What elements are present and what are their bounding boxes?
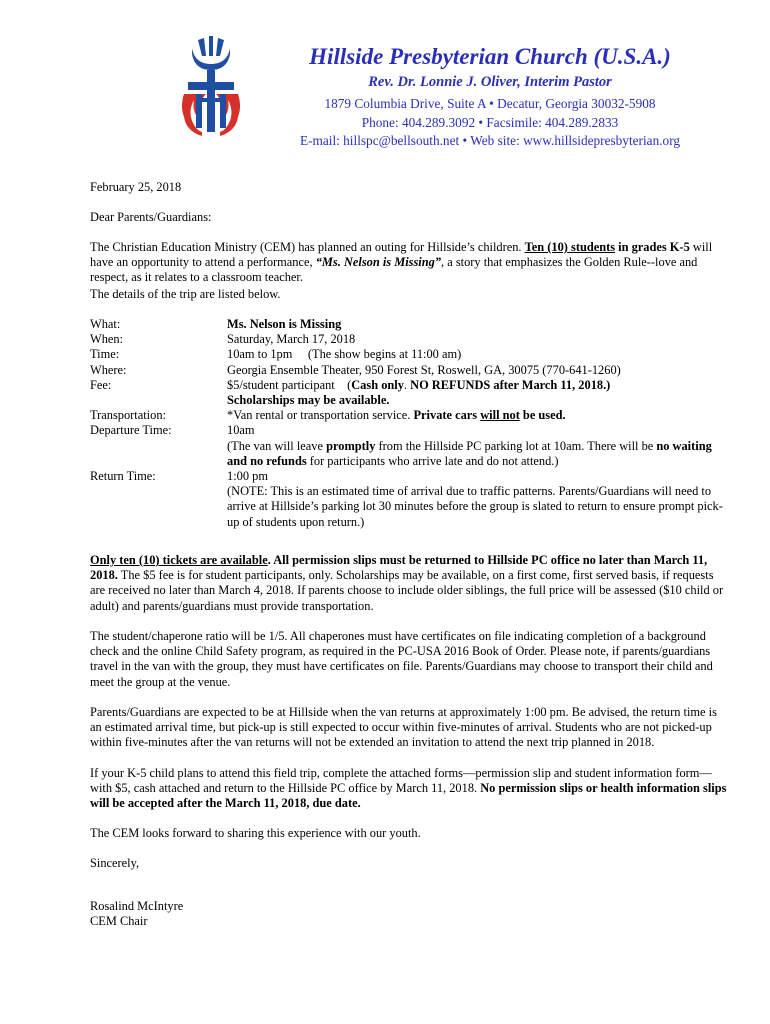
detail-row-where — [90, 363, 730, 378]
detail-row-departure — [90, 423, 730, 469]
detail-label: Fee: — [90, 377, 112, 392]
detail-row-return — [90, 469, 730, 530]
presbyterian-seal-icon — [180, 34, 242, 138]
letter-date: February 25, 2018 — [90, 180, 182, 194]
detail-label: Departure Time: — [90, 423, 172, 438]
church-address: 1879 Columbia Drive, Suite A • Decatur, Georgia 30032-5908 — [324, 96, 656, 111]
detail-label: When: — [90, 332, 124, 347]
forms-paragraph: If your K-5 child plans to attend this field trip, complete the attached forms—permission slip and student information form—with $5, cash attached and return to the Hillside PC office by March 11, 2018. No permission slips or health information slips will be accepted after the March 11, 2018, due date. — [90, 766, 727, 811]
detail-value: $5/student participant (Cash only. NO REFUNDS after March 11, 2018.) Scholarships may be available. — [227, 377, 611, 408]
signature-block — [90, 899, 730, 929]
detail-label: What: — [90, 317, 121, 331]
detail-value: 10am to 1pm (The show begins at 11:00 am) — [227, 347, 462, 362]
detail-label: Return Time: — [90, 469, 156, 484]
intro-paragraph: The Christian Education Ministry (CEM) has planned an outing for Hillside’s children. Ten (10) students in grades K-5 will have an opportunity to attend a performance, “Ms. Nelson is Missing”, a story that emphasizes the Golden Rule--love and respect, as it relates to a classroom teacher. — [90, 240, 713, 285]
signer-name: Rosalind McIntyre — [90, 899, 184, 913]
signer-title: CEM Chair — [90, 914, 148, 929]
pickup-paragraph: Parents/Guardians are expected to be at Hillside when the van returns at approximately 1:00 pm. Be advised, the return time is an estimated arrival time, but pick-up is still expected to occur within five-minutes of arrival. Students who are not picked-up within five-minutes after the van returns will not be extended an invitation to attend the next trip planned in 2018. — [90, 705, 717, 750]
detail-row-transportation — [90, 408, 730, 423]
detail-label: Transportation: — [90, 408, 166, 423]
closing-paragraph: The CEM looks forward to sharing this experience with our youth. — [90, 826, 421, 840]
detail-row-fee — [90, 378, 730, 408]
detail-row-what — [90, 317, 730, 332]
detail-row-time — [90, 347, 730, 362]
detail-value: 10am (The van will leave promptly from the Hillside PC parking lot at 10am. There will be no waiting and no refunds for participants who arrive late and do not attend.) — [227, 423, 712, 468]
church-phone: Phone: 404.289.3092 • Facsimile: 404.289.2833 — [361, 115, 619, 130]
chaperone-paragraph: The student/chaperone ratio will be 1/5. All chaperones must have certificates on file indicating completion of a background check and the online Child Safety program, as required in the PC-USA 2016 Book of Order. Please note, if parents/guardians travel in the van with the group, they must have certificates on file. Parents/Guardians may choose to transport their child and meet the group at the venue. — [90, 629, 713, 689]
detail-value: Georgia Ensemble Theater, 950 Forest St, Roswell, GA, 30075 (770-641-1260) — [227, 362, 621, 377]
detail-value: 1:00 pm (NOTE: This is an estimated time of arrival due to traffic patterns. Parents/Guardians will need to arrive at Hillside’s parking lot 30 minutes before the group is slated to return to ensure prompt pick-up of students upon return.) — [227, 469, 723, 529]
church-name: Hillside Presbyterian Church (U.S.A.) — [309, 44, 671, 69]
detail-value: Saturday, March 17, 2018 — [227, 332, 356, 347]
pastor-name: Rev. Dr. Lonnie J. Oliver, Interim Pastor — [368, 74, 612, 90]
detail-label: Time: — [90, 347, 120, 362]
detail-label: Where: — [90, 362, 127, 377]
tickets-paragraph: Only ten (10) tickets are available. All permission slips must be returned to Hillside PC office no later than March 11, 2018. The $5 fee is for student participants, only. Scholarships may be available, on a first come, first served basis, if requests are received no later than March 4, 2018. If parents choose to include older siblings, the full price will be assessed ($10 child or adult) and parents/guardians must provide transportation. — [90, 553, 724, 613]
closing-salutation: Sincerely, — [90, 856, 140, 870]
trip-details — [90, 317, 730, 530]
church-email-website: E-mail: hillspc@bellsouth.net • Web site: www.hillsidepresbyterian.org — [299, 133, 681, 148]
detail-value: *Van rental or transportation service. Private cars will not be used. — [227, 408, 566, 423]
salutation: Dear Parents/Guardians: — [90, 210, 212, 224]
details-lead: The details of the trip are listed below. — [90, 287, 281, 301]
detail-value: Ms. Nelson is Missing — [227, 317, 342, 331]
detail-row-when — [90, 332, 730, 347]
